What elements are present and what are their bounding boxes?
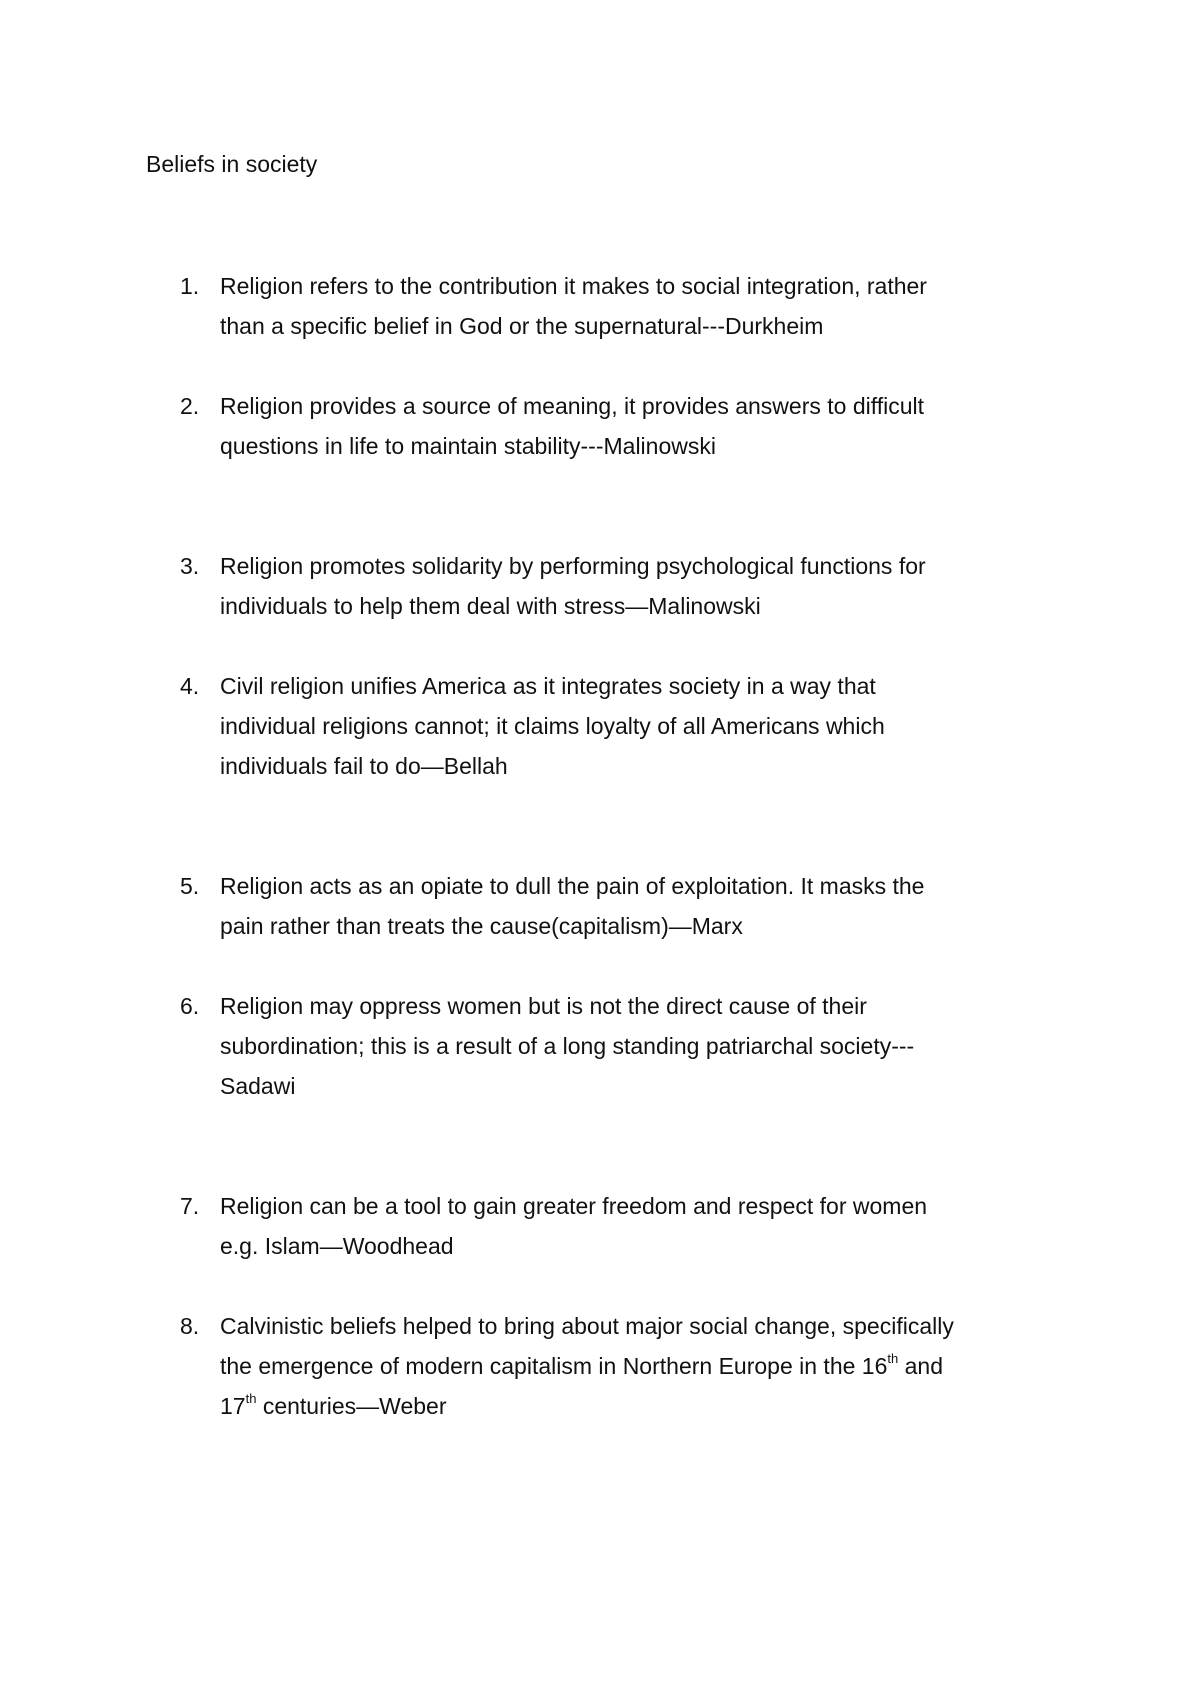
list-item-text [220, 666, 1060, 786]
list-item-line: Calvinistic beliefs helped to bring about major social change, specifically [220, 1313, 954, 1339]
list-item-text [220, 866, 1060, 946]
list-item-number: 1. [180, 273, 200, 299]
list-item-line-text: centuries—Weber [256, 1393, 447, 1419]
list-item-line: subordination; this is a result of a long standing patriarchal society--- [220, 1033, 915, 1059]
list-item-line: Religion provides a source of meaning, it provides answers to difficult [220, 393, 924, 419]
list-item-line: Religion refers to the contribution it makes to social integration, rather [220, 273, 927, 299]
list-item-line [220, 1386, 1060, 1426]
document-title: Beliefs in society [146, 151, 318, 177]
list-item-text [220, 266, 1060, 346]
list-item-line: Religion acts as an opiate to dull the pain of exploitation. It masks the [220, 873, 925, 899]
list-item-line-text: the emergence of modern capitalism in Northern Europe in the 16 [220, 1353, 888, 1379]
list-item-line: Civil religion unifies America as it integrates society in a way that [220, 673, 876, 699]
list-item-line: Religion promotes solidarity by performing psychological functions for [220, 553, 926, 579]
list-item-line: individuals fail to do—Bellah [220, 753, 508, 779]
list-item-line: Religion may oppress women but is not the direct cause of their [220, 993, 867, 1019]
list-item-line: individual religions cannot; it claims loyalty of all Americans which [220, 713, 885, 739]
ordinal-suffix: th [245, 1391, 257, 1407]
ordinal-suffix: th [887, 1351, 899, 1367]
list-item-line-text: and [898, 1353, 943, 1379]
list-item-number: 6. [180, 993, 200, 1019]
list-item-text [220, 546, 1060, 626]
list-item-line: questions in life to maintain stability---Malinowski [220, 433, 716, 459]
list-item-line: e.g. Islam—Woodhead [220, 1233, 454, 1259]
list-item-text [220, 986, 1060, 1106]
list-item-line-text: 17 [220, 1393, 246, 1419]
list-item-line: Religion can be a tool to gain greater freedom and respect for women [220, 1193, 928, 1219]
list-item-text [220, 386, 1060, 466]
list-item-line [220, 1346, 1060, 1386]
list-item-text [220, 1186, 1060, 1266]
list-item-number: 5. [180, 873, 200, 899]
list-item-number: 8. [180, 1313, 200, 1339]
list-item-line: than a specific belief in God or the supernatural---Durkheim [220, 313, 824, 339]
list-item-line: Sadawi [220, 1073, 296, 1099]
list-item-number: 7. [180, 1193, 200, 1219]
list-item-number: 4. [180, 673, 200, 699]
list-item-number: 2. [180, 393, 200, 419]
list-item-line: pain rather than treats the cause(capitalism)—Marx [220, 913, 743, 939]
list-item-number: 3. [180, 553, 200, 579]
list-item-text [220, 1306, 1060, 1426]
list-item-line: individuals to help them deal with stress—Malinowski [220, 593, 761, 619]
